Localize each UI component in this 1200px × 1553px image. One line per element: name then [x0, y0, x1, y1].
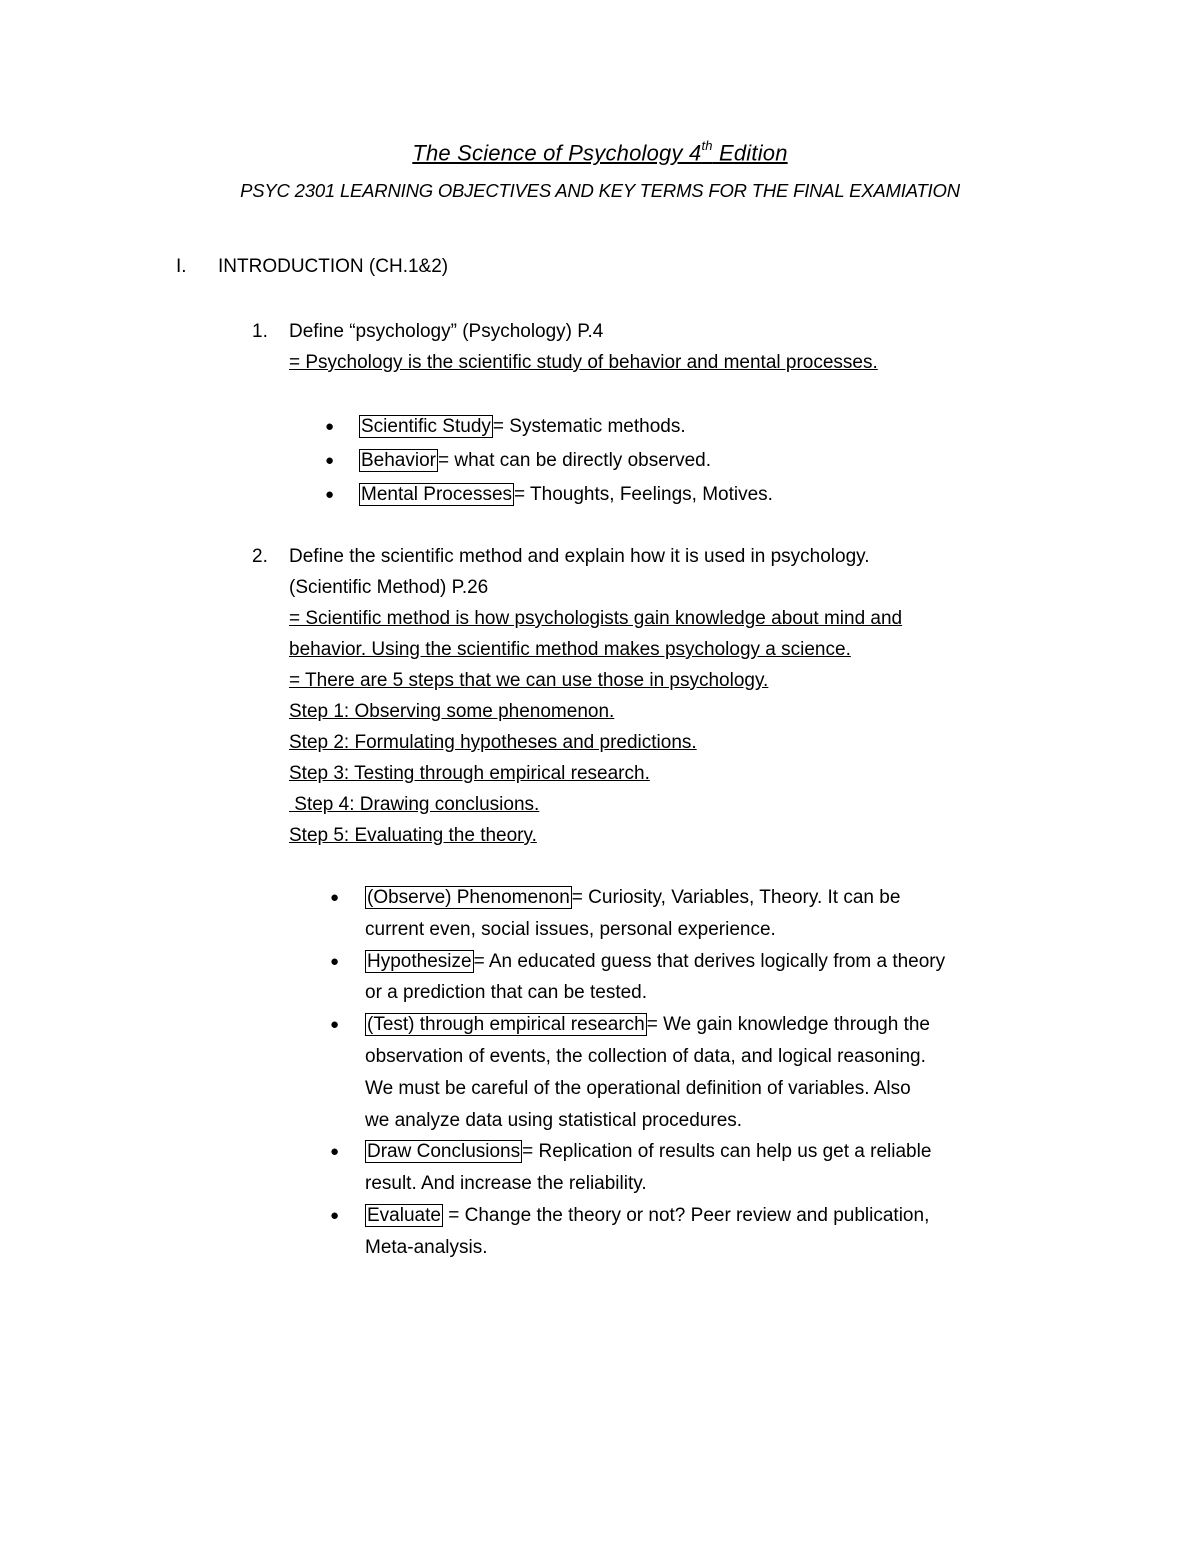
- bullet-icon: ●: [330, 1206, 340, 1224]
- item-question: Define “psychology” (Psychology) P.4: [289, 321, 604, 342]
- term-definition-cont: result. And increase the reliability.: [365, 1173, 647, 1195]
- bullet-icon: ●: [330, 1143, 340, 1161]
- list-item: [325, 478, 773, 512]
- section-heading: [176, 256, 448, 278]
- title-text-end: Edition: [712, 140, 788, 166]
- step-line: Step 3: Testing through empirical research.: [289, 763, 650, 784]
- bullet-icon: ●: [325, 452, 335, 469]
- section-numeral: I.: [176, 256, 187, 277]
- term-list-2: [330, 882, 1070, 1264]
- step-line: Step 5: Evaluating the theory.: [289, 825, 537, 846]
- title-text: The Science of Psychology 4: [412, 140, 702, 166]
- term-definition-cont: or a prediction that can be tested.: [365, 982, 648, 1004]
- key-term: Behavior: [361, 450, 436, 471]
- section-label: INTRODUCTION (CH.1&2): [218, 256, 449, 277]
- title-superscript: th: [701, 138, 713, 153]
- term-definition: = Change the theory or not? Peer review and publication,: [442, 1204, 930, 1226]
- list-item: [330, 882, 1070, 946]
- answer-line: = There are 5 steps that we can use those in psychology.: [289, 670, 769, 691]
- key-term: (Test) through empirical research: [367, 1014, 645, 1036]
- step-line: Step 2: Formulating hypotheses and predictions.: [289, 732, 697, 753]
- item-question: Define the scientific method and explain how it is used in psychology.: [289, 546, 870, 567]
- term-definition: = Replication of results can help us get a reliable: [522, 1141, 932, 1163]
- bullet-icon: ●: [330, 889, 340, 906]
- term-definition: = An educated guess that derives logically from a theory: [473, 950, 946, 972]
- answer-line: = Scientific method is how psychologists gain knowledge about mind and: [289, 608, 903, 629]
- term-definition-cont: current even, social issues, personal experience.: [365, 918, 776, 940]
- term-definition: = what can be directly observed.: [438, 450, 712, 471]
- item-answer: = Psychology is the scientific study of behavior and mental processes.: [289, 352, 878, 373]
- term-list-1: [325, 410, 773, 512]
- objective-item-2: [252, 541, 1052, 851]
- list-item: [325, 444, 773, 478]
- key-term: (Observe) Phenomenon: [367, 887, 570, 908]
- term-definition-cont: We must be careful of the operational definition of variables. Also: [365, 1077, 911, 1099]
- key-term: Mental Processes: [361, 484, 513, 505]
- term-definition: = Thoughts, Feelings, Motives.: [514, 484, 773, 505]
- item-number: 1.: [252, 321, 268, 342]
- document-subtitle: PSYC 2301 LEARNING OBJECTIVES AND KEY TERMS FOR THE FINAL EXAMIATION: [240, 180, 960, 201]
- list-item: [330, 1009, 1070, 1136]
- key-term: Evaluate: [367, 1204, 441, 1226]
- term-definition: = Systematic methods.: [492, 416, 686, 437]
- key-term: Draw Conclusions: [367, 1141, 521, 1163]
- bullet-icon: ●: [325, 418, 335, 435]
- step-line: Step 1: Observing some phenomenon.: [289, 701, 615, 722]
- term-definition-cont: we analyze data using statistical procedures.: [365, 1109, 743, 1131]
- step-line: Step 4: Drawing conclusions.: [289, 794, 540, 815]
- key-term: Hypothesize: [367, 950, 472, 972]
- objective-item-1: [252, 316, 1052, 378]
- term-definition: = We gain knowledge through the: [646, 1014, 930, 1036]
- item-reference: (Scientific Method) P.26: [289, 577, 489, 598]
- bullet-icon: ●: [330, 952, 340, 970]
- term-definition: = Curiosity, Variables, Theory. It can be: [571, 887, 901, 908]
- list-item: [330, 946, 1070, 1010]
- answer-line: behavior. Using the scientific method makes psychology a science.: [289, 639, 851, 660]
- key-term: Scientific Study: [361, 416, 491, 437]
- bullet-icon: ●: [325, 486, 335, 503]
- list-item: [330, 1136, 1070, 1200]
- list-item: [330, 1200, 1070, 1264]
- term-definition-cont: observation of events, the collection of data, and logical reasoning.: [365, 1045, 926, 1067]
- list-item: [325, 410, 773, 444]
- bullet-icon: ●: [330, 1016, 340, 1034]
- document-title: [0, 140, 1200, 166]
- item-number: 2.: [252, 546, 268, 567]
- term-definition-cont: Meta-analysis.: [365, 1236, 488, 1258]
